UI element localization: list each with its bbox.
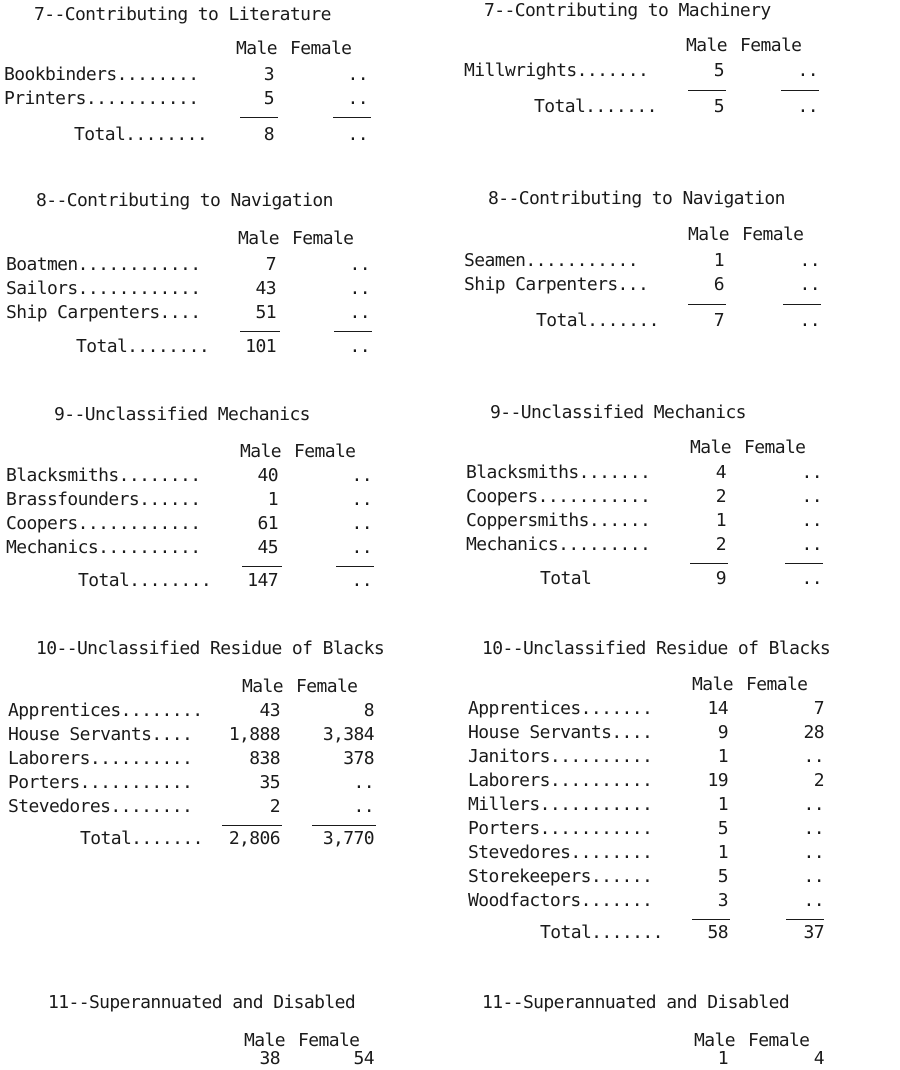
row-label: Laborers.......... [8, 748, 193, 769]
row-label: Ship Carpenters... [464, 274, 649, 295]
row-male: 7 [265, 254, 276, 275]
row-male: 4 [715, 462, 726, 483]
total-female: 3,770 [322, 828, 374, 849]
col-header-female: Female [746, 674, 808, 695]
row-label: Coopers............ [6, 513, 201, 534]
row-female: .. [353, 796, 374, 817]
row-female: .. [803, 746, 824, 767]
row-label: Millers........... [468, 794, 653, 815]
total-rule [781, 90, 819, 91]
total-rule [785, 563, 823, 564]
total-female: .. [797, 96, 818, 117]
row-label: House Servants.... [8, 724, 193, 745]
row-female: .. [803, 818, 824, 839]
row-female: .. [801, 534, 822, 555]
col-header-female: Female [296, 676, 358, 697]
row-female: .. [349, 278, 370, 299]
total-rule [242, 566, 282, 567]
section-title-superannuated: 11--Superannuated and Disabled [48, 992, 356, 1013]
col-header-male: Male [244, 1030, 285, 1051]
row-label: Bookbinders........ [4, 64, 199, 85]
total-female: .. [801, 568, 822, 589]
row-female: .. [351, 489, 372, 510]
row-female: 2 [813, 770, 824, 791]
total-rule [312, 825, 376, 826]
col-header-female: Female [292, 228, 354, 249]
row-male: 40 [257, 465, 278, 486]
row-male: 5 [263, 88, 274, 109]
row-male: 5 [713, 60, 724, 81]
row-male: 43 [259, 700, 280, 721]
value-male: 1 [717, 1048, 728, 1069]
col-header-male: Male [236, 38, 277, 59]
total-rule [690, 563, 728, 564]
section-title-residue: 10--Unclassified Residue of Blacks [482, 638, 831, 659]
total-male: 8 [263, 124, 274, 145]
row-female: 3,384 [322, 724, 374, 745]
value-female: 54 [353, 1048, 374, 1069]
row-male: 1 [717, 746, 728, 767]
section-title-machinery: 7--Contributing to Machinery [484, 0, 771, 21]
row-female: .. [351, 465, 372, 486]
col-header-male: Male [690, 437, 731, 458]
total-female: .. [349, 336, 370, 357]
row-male: 43 [255, 278, 276, 299]
row-male: 2 [269, 796, 280, 817]
row-female: 7 [813, 698, 824, 719]
row-female: .. [349, 254, 370, 275]
row-male: 3 [263, 64, 274, 85]
row-label: Laborers.......... [468, 770, 653, 791]
total-male: 7 [713, 310, 724, 331]
row-male: 45 [257, 537, 278, 558]
col-header-female: Female [742, 224, 804, 245]
row-label: Porters........... [468, 818, 653, 839]
row-label: Stevedores........ [8, 796, 193, 817]
total-rule [692, 919, 730, 920]
total-label: Total........ [76, 336, 210, 357]
row-female: .. [801, 462, 822, 483]
section-title-mechanics: 9--Unclassified Mechanics [490, 402, 746, 423]
row-male: 5 [717, 866, 728, 887]
row-female: .. [347, 64, 368, 85]
row-label: Ship Carpenters.... [6, 302, 201, 323]
col-header-male: Male [694, 1030, 735, 1051]
value-female: 4 [813, 1048, 824, 1069]
section-title-mechanics: 9--Unclassified Mechanics [54, 404, 310, 425]
row-label: Janitors.......... [468, 746, 653, 767]
row-male: 6 [713, 274, 724, 295]
total-label: Total....... [80, 828, 203, 849]
row-label: Apprentices........ [8, 700, 203, 721]
row-label: House Servants.... [468, 722, 653, 743]
row-label: Porters........... [8, 772, 193, 793]
row-female: .. [799, 274, 820, 295]
row-label: Stevedores........ [468, 842, 653, 863]
col-header-female: Female [748, 1030, 810, 1051]
total-rule [786, 919, 824, 920]
row-label: Mechanics......... [466, 534, 651, 555]
value-male: 38 [259, 1048, 280, 1069]
col-header-female: Female [294, 441, 356, 462]
total-rule [783, 304, 821, 305]
row-female: .. [349, 302, 370, 323]
row-label: Coopers........... [466, 486, 651, 507]
row-male: 19 [707, 770, 728, 791]
col-header-male: Male [240, 441, 281, 462]
total-rule [222, 825, 282, 826]
total-male: 147 [247, 570, 278, 591]
section-title-superannuated: 11--Superannuated and Disabled [482, 992, 790, 1013]
total-male: 2,806 [228, 828, 280, 849]
total-rule [334, 331, 372, 332]
total-label: Total........ [78, 570, 212, 591]
col-header-male: Male [686, 35, 727, 56]
row-label: Apprentices....... [468, 698, 653, 719]
total-label: Total....... [534, 96, 657, 117]
total-rule [240, 331, 280, 332]
row-male: 1 [715, 510, 726, 531]
row-label: Sailors............ [6, 278, 201, 299]
row-female: .. [353, 772, 374, 793]
col-header-male: Male [688, 224, 729, 245]
row-female: .. [351, 513, 372, 534]
row-female: .. [803, 890, 824, 911]
total-rule [688, 90, 726, 91]
total-female: 37 [803, 922, 824, 943]
row-female: 8 [363, 700, 374, 721]
total-rule [240, 117, 278, 118]
row-female: .. [803, 794, 824, 815]
total-label: Total [540, 568, 592, 589]
total-male: 58 [707, 922, 728, 943]
total-male: 101 [245, 336, 276, 357]
row-label: Blacksmiths....... [466, 462, 651, 483]
total-male: 5 [713, 96, 724, 117]
col-header-male: Male [238, 228, 279, 249]
row-male: 3 [717, 890, 728, 911]
total-label: Total....... [540, 922, 663, 943]
row-male: 61 [257, 513, 278, 534]
row-male: 1 [267, 489, 278, 510]
row-female: .. [803, 866, 824, 887]
row-label: Millwrights....... [464, 60, 649, 81]
total-female: .. [347, 124, 368, 145]
col-header-female: Female [298, 1030, 360, 1051]
row-male: 35 [259, 772, 280, 793]
row-male: 1,888 [228, 724, 280, 745]
row-label: Blacksmiths........ [6, 465, 201, 486]
total-female: .. [799, 310, 820, 331]
row-male: 1 [713, 250, 724, 271]
col-header-male: Male [242, 676, 283, 697]
row-male: 51 [255, 302, 276, 323]
total-female: .. [351, 570, 372, 591]
row-male: 838 [249, 748, 280, 769]
total-rule [333, 117, 371, 118]
row-male: 9 [717, 722, 728, 743]
row-label: Coppersmiths...... [466, 510, 651, 531]
row-label: Storekeepers...... [468, 866, 653, 887]
total-label: Total........ [74, 124, 208, 145]
row-male: 1 [717, 842, 728, 863]
row-male: 5 [717, 818, 728, 839]
row-female: 28 [803, 722, 824, 743]
section-title-navigation: 8--Contributing to Navigation [488, 188, 785, 209]
section-title-navigation: 8--Contributing to Navigation [36, 190, 333, 211]
row-female: 378 [343, 748, 374, 769]
row-label: Printers........... [4, 88, 199, 109]
row-female: .. [797, 60, 818, 81]
col-header-female: Female [290, 38, 352, 59]
total-label: Total....... [536, 310, 659, 331]
row-female: .. [803, 842, 824, 863]
row-male: 2 [715, 486, 726, 507]
row-label: Brassfounders...... [6, 489, 201, 510]
section-title-residue: 10--Unclassified Residue of Blacks [36, 638, 385, 659]
total-rule [336, 566, 374, 567]
row-male: 1 [717, 794, 728, 815]
row-label: Mechanics.......... [6, 537, 201, 558]
row-label: Boatmen............ [6, 254, 201, 275]
total-rule [688, 304, 726, 305]
col-header-female: Female [740, 35, 802, 56]
row-female: .. [351, 537, 372, 558]
row-label: Woodfactors....... [468, 890, 653, 911]
col-header-female: Female [744, 437, 806, 458]
total-male: 9 [715, 568, 726, 589]
row-female: .. [801, 510, 822, 531]
row-label: Seamen........... [464, 250, 639, 271]
row-male: 2 [715, 534, 726, 555]
row-male: 14 [707, 698, 728, 719]
section-title-literature: 7--Contributing to Literature [34, 4, 331, 25]
col-header-male: Male [692, 674, 733, 695]
row-female: .. [799, 250, 820, 271]
row-female: .. [347, 88, 368, 109]
row-female: .. [801, 486, 822, 507]
